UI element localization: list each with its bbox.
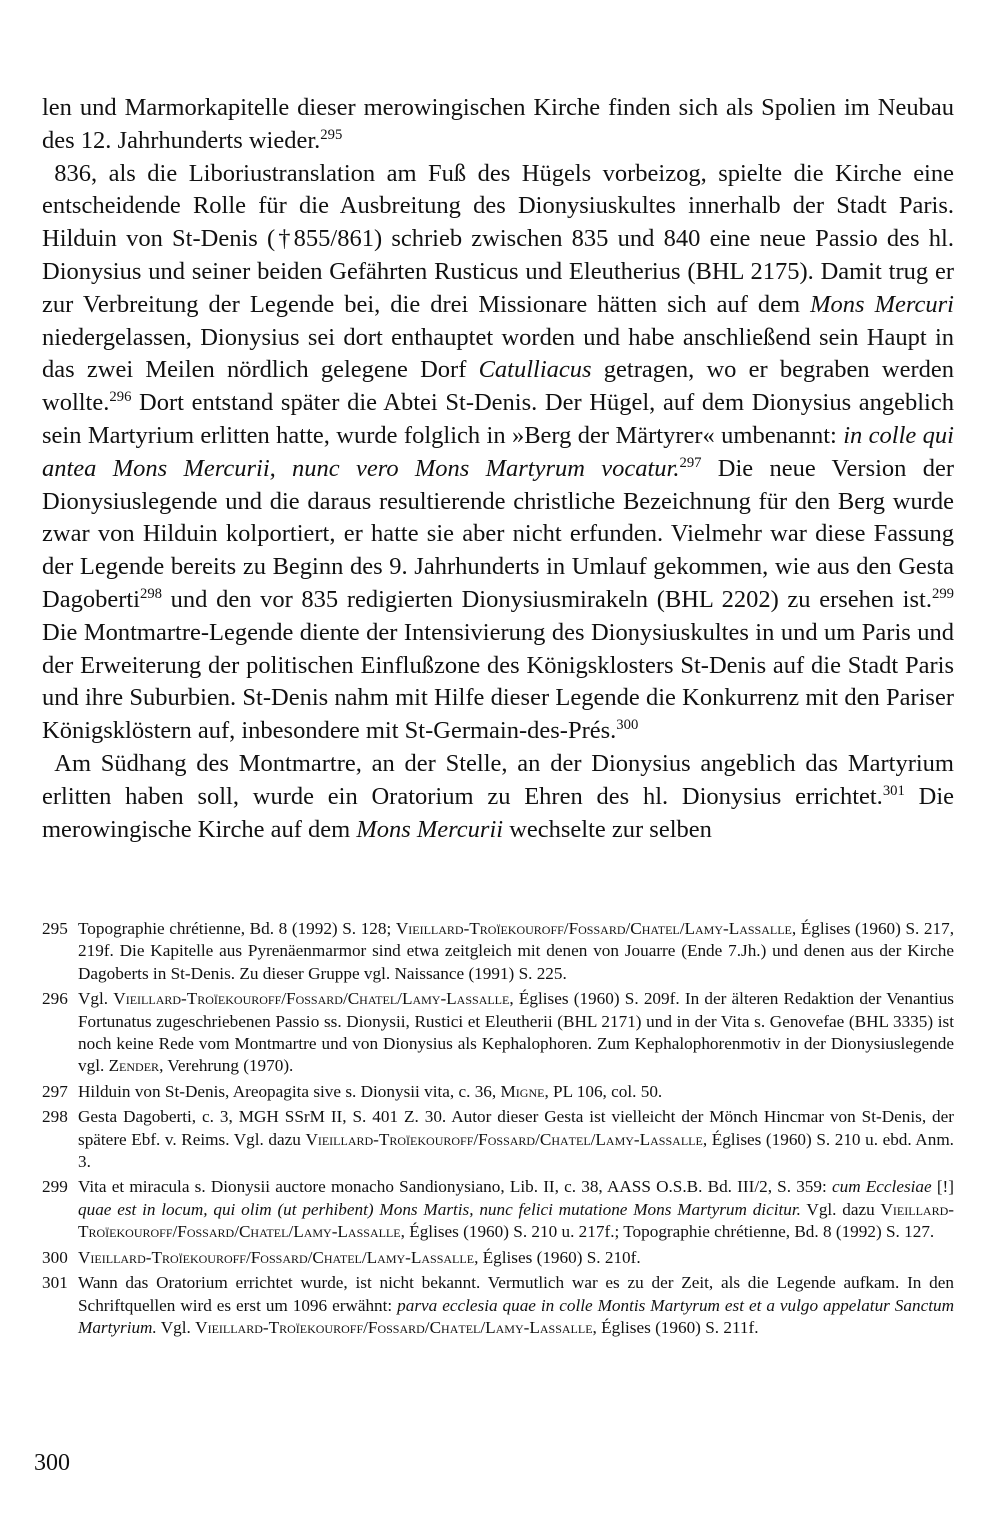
footnote-text (78, 1247, 954, 1269)
footnote-number: 300 (42, 1247, 68, 1267)
text-run: Dort entstand später die Abtei St-Denis. Der Hügel, auf dem Dionysius angeblich sein Martyrium erlitten hatte, wurde folglich in »Berg der Märtyrer« umbenannt: (42, 389, 954, 449)
footnote-number: 298 (42, 1107, 68, 1127)
footnote-number: 299 (42, 1177, 68, 1197)
italic-quote: parva ecclesia quae in colle Montis Martyrum est et a vulgo appelatur Sanctum Martyrium. (78, 1295, 955, 1337)
text-run: Wann das Oratorium errichtet wurde, ist nicht bekannt. Vermutlich war es zu der Zeit, als die Legende aufkam. In den Schriftquellen wird es erst um 1096 erwähnt: (78, 1273, 954, 1315)
footnote-text (78, 1081, 954, 1103)
text-run: , Églises (1960) S. 210 u. 217f.; Topographie chrétienne, Bd. 8 (1992) S. 127. (400, 1222, 935, 1242)
text-run: , Églises (1960) S. 211f. (592, 1317, 759, 1337)
text-run: 836, als die Liboriustranslation am Fuß des Hügels vorbeizog, spielte die Kirche eine entscheidende Rolle für die Ausbreitung des Dionysiuskultes innerhalb der Stadt Paris. Hilduin von St-Denis (†855/861) schrieb zwischen 835 und 840 eine neue Passio des hl. Dionysius und seiner beiden Gefährten Rusticus und Eleutherius (BHL 2175). Damit trug er zur Verbreitung der Legende bei, die drei Missionare hätten sich auf dem (42, 159, 954, 318)
footnotes (42, 918, 954, 1342)
text-run: Die merowingische Kirche auf dem (42, 782, 955, 843)
footnote-ref-297[interactable]: 297 (679, 454, 702, 471)
author-names: Vieillard-Troïekouroff/Fossard/Chatel/Lamy-Lassalle (78, 1199, 954, 1242)
footnote-text (78, 1272, 954, 1339)
text-run: Am Südhang des Montmartre, an der Stelle, an der Dionysius angeblich das Martyrium erlitten haben soll, wurde ein Oratorium zu Ehren des hl. Dionysius errichtet. (42, 749, 954, 810)
footnote-300 (42, 1247, 954, 1269)
footnote-ref-295[interactable]: 295 (320, 126, 343, 143)
italic-term: Mons Mercuri (810, 290, 954, 318)
footnote-301 (42, 1272, 954, 1339)
footnote-ref-301[interactable]: 301 (882, 782, 905, 799)
text-run: Vgl. dazu (800, 1199, 881, 1219)
paragraph-1 (42, 92, 954, 158)
text-run: len und Marmorkapitelle dieser merowingischen Kirche finden sich als Spolien im Neubau des 12. Jahrhunderts wieder. (42, 94, 954, 154)
author-names: Vieillard-Troïekouroff/Fossard/Chatel/Lamy-Lassalle (78, 1247, 475, 1267)
author-names: Migne (500, 1081, 545, 1101)
author-names: Vieillard-Troïekouroff/Fossard/Chatel/Lamy-Lassalle (395, 919, 792, 938)
text-run: Topographie chrétienne, Bd. 8 (1992) S. 128; (78, 919, 396, 938)
footnote-298 (42, 1106, 954, 1173)
italic-quote: in colle qui antea Mons Mercurii, nunc vero Mons Martyrum vocatur. (42, 421, 954, 482)
italic-term: Mons Mercurii (356, 815, 504, 843)
text-run: wechselte zur selben (503, 815, 712, 843)
footnote-299 (42, 1176, 954, 1243)
italic-quote: quae est in locum, qui olim (ut perhibent) Mons Martis, nunc felici mutatione Mons Martyrum dicitur. (78, 1199, 801, 1219)
text-run: Vgl. (156, 1317, 196, 1337)
footnote-295 (42, 918, 954, 985)
italic-term: Catulliacus (478, 356, 592, 384)
author-names: Vieillard-Troïekouroff/Fossard/Chatel/Lamy-Lassalle (305, 1129, 703, 1149)
text-run: , Églises (1960) S. 209f. In der älteren Redaktion der Venantius Fortunatus zugeschriebenen Passio ss. Dionysii, Rustici et Eleutherii (BHL 2171) und in der Vita s. Genovefae (BHL 3335) ist noch keine Rede vom Montmartre und von Dionysius als Kephalophoren. Zum Kephalophorenmotiv in der Dionysiuslegende vgl. (78, 989, 954, 1076)
footnote-text (78, 988, 954, 1078)
text-run: Die Montmartre-Legende diente der Intensivierung des Dionysiuskultes in und um Paris und der Erweiterung der politischen Einflußzone des Königsklosters St-Denis auf die Stadt Paris und ihre Suburbien. St-Denis nahm mit Hilfe dieser Legende die Konkurrenz mit den Pariser Königsklöstern auf, inbesondere mit St-Germain-des-Prés. (42, 618, 954, 745)
paragraph-3 (42, 748, 954, 846)
text-run: Vita et miracula s. Dionysii auctore monacho Sandionysiano, Lib. II, c. 38, AASS O.S.B. Bd. III/2, S. 359: (78, 1177, 832, 1197)
footnote-297 (42, 1081, 954, 1103)
text-run: Hilduin von St-Denis, Areopagita sive s. Dionysii vita, c. 36, (78, 1081, 501, 1101)
footnote-number: 295 (42, 919, 68, 938)
text-run: , PL 106, col. 50. (544, 1081, 663, 1101)
text-run: Vgl. (78, 989, 114, 1009)
text-run: , Églises (1960) S. 210f. (474, 1247, 641, 1267)
paragraph-2 (42, 158, 954, 748)
author-names: Zender (108, 1056, 160, 1076)
text-run: und den vor 835 redigierten Dionysiusmirakeln (BHL 2202) zu ersehen ist. (162, 585, 932, 613)
footnote-296 (42, 988, 954, 1078)
text-run: , Verehrung (1970). (159, 1056, 294, 1076)
footnote-text (78, 1176, 954, 1243)
footnote-ref-300[interactable]: 300 (616, 716, 639, 733)
author-names: Vieillard-Troïekouroff/Fossard/Chatel/Lamy-Lassalle (113, 989, 510, 1009)
text-run: Gesta Dagoberti, c. 3, MGH SSrM II, S. 401 Z. 30. Autor dieser Gesta ist vielleicht der Mönch Hincmar von St-Denis, der spätere Ebf. v. Reims. Vgl. dazu (78, 1107, 954, 1149)
text-run: Die neue Version der Dionysiuslegende und die daraus resultierende christliche Bezeichnung für den Berg wurde zwar von Hilduin kolportiert, er hatte sie aber nicht erfunden. Vielmehr war diese Fassung der Legende bereits zu Beginn des 9. Jahrhunderts in Umlauf gekommen, wie aus den Gesta Dagoberti (42, 454, 954, 613)
footnote-ref-298[interactable]: 298 (139, 585, 162, 602)
page-number: 300 (34, 1450, 70, 1476)
italic-quote: cum Ecclesiae (831, 1177, 932, 1197)
footnote-ref-299[interactable]: 299 (931, 585, 954, 602)
text-run: , Églises (1960) S. 217, 219f. Die Kapitelle aus Pyrenäenmarmor sind etwa zeitgleich mit denen von Jouarre (Ende 7.Jh.) und denen aus der Kirche Dagoberts in St-Denis. Zu dieser Gruppe vgl. Naissance (1991) S. 225. (78, 919, 954, 983)
footnote-number: 301 (42, 1273, 68, 1293)
text-run: niedergelassen, Dionysius sei dort enthauptet worden und habe anschließend sein Haupt in das zwei Meilen nördlich gelegene Dorf (42, 323, 954, 384)
footnote-number: 296 (42, 989, 68, 1009)
footnote-text (78, 1106, 954, 1173)
text-run: getragen, wo er begraben werden wollte. (42, 356, 955, 417)
main-text (42, 92, 954, 846)
author-names: Vieillard-Troïekouroff/Fossard/Chatel/Lamy-Lassalle (195, 1317, 593, 1337)
text-run: [!] (931, 1177, 954, 1197)
text-run: , Églises (1960) S. 210 u. ebd. Anm. 3. (78, 1129, 954, 1172)
footnote-ref-296[interactable]: 296 (109, 389, 132, 406)
footnote-number: 297 (42, 1081, 68, 1101)
footnote-text (78, 918, 954, 985)
